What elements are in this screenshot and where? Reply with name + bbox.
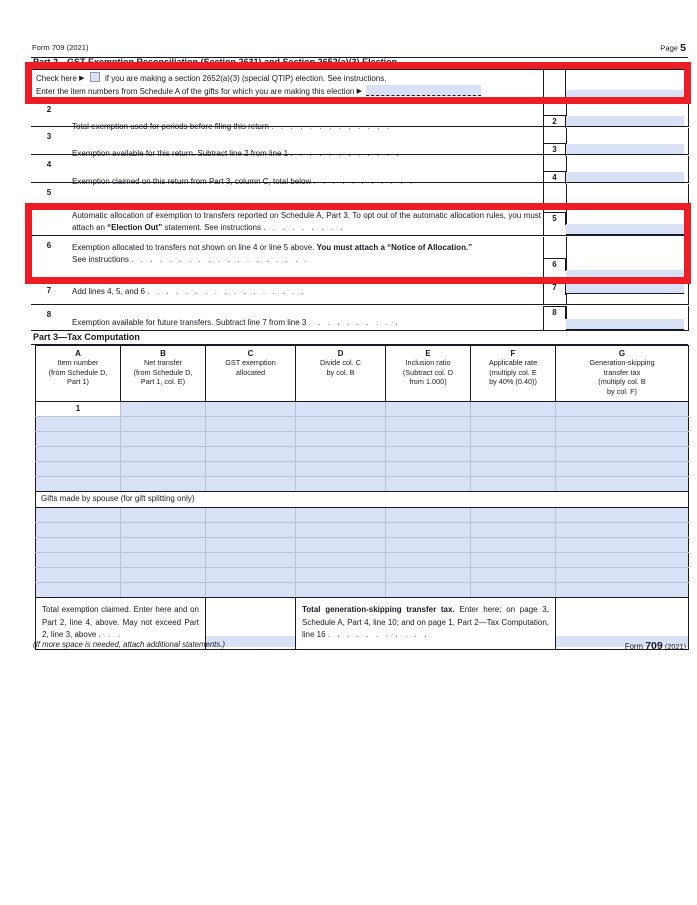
cell-a[interactable]: [36, 447, 121, 462]
cell-b[interactable]: [121, 553, 206, 568]
form-label: Form 709 (2021): [32, 43, 89, 52]
line-4-vline-edge: [688, 156, 689, 183]
cell-b[interactable]: [121, 568, 206, 583]
election-checkbox-line: [36, 72, 386, 83]
cell-a[interactable]: [36, 477, 121, 492]
cell-f[interactable]: [471, 583, 556, 598]
election-item-numbers-line: [36, 85, 481, 96]
line-6-number: 6: [46, 241, 52, 250]
cell-a[interactable]: [36, 508, 121, 523]
column-header-d: D Divide col. C by col. B: [296, 346, 386, 402]
cell-d[interactable]: [296, 402, 386, 417]
cell-g[interactable]: [556, 583, 689, 598]
table-row[interactable]: [36, 538, 689, 553]
column-header-a: A Item number (from Schedule D, Part 1): [36, 346, 121, 402]
cell-c[interactable]: [206, 477, 296, 492]
table-row[interactable]: [36, 583, 689, 598]
cell-f[interactable]: [471, 508, 556, 523]
line-4-amount-input[interactable]: [566, 172, 684, 183]
cell-d[interactable]: [296, 523, 386, 538]
cell-g[interactable]: [556, 523, 689, 538]
line-2-text: Total exemption used for periods before filing this return . . . . . . . . . . . . .: [72, 122, 392, 131]
total-gst-transfer-tax-label: Total generation-skipping transfer tax. Enter here; on page 3, Schedule A, Part 4, line 10; and on page 1, Part 2—Tax Computation, line 16 . . . . . . . . . . .: [296, 598, 556, 650]
cell-e[interactable]: [386, 417, 471, 432]
line-7-amount-input[interactable]: [566, 283, 684, 294]
cell-d[interactable]: [296, 583, 386, 598]
line-7-numbox: 7: [543, 282, 566, 295]
line-4-text: Exemption claimed on this return from Part 3, column C, total below . . . . . . . . . . .: [72, 177, 415, 186]
table-row[interactable]: [36, 402, 689, 417]
part-3-tax-computation-table: [35, 345, 689, 650]
cell-b[interactable]: [121, 583, 206, 598]
cell-e[interactable]: [386, 447, 471, 462]
cell-f[interactable]: [471, 538, 556, 553]
cell-e[interactable]: [386, 583, 471, 598]
arrow-right-icon: ▶: [79, 75, 85, 82]
cell-c[interactable]: [206, 402, 296, 417]
cell-g[interactable]: [556, 462, 689, 477]
cell-g[interactable]: [556, 538, 689, 553]
table-row[interactable]: [36, 462, 689, 477]
line-3-text: Exemption available for this return. Subtract line 2 from line 1 . . . . . . . . . . . .: [72, 149, 402, 158]
cell-g[interactable]: [556, 432, 689, 447]
column-header-g: G Generation-skipping transfer tax (multiply col. B by col. F): [556, 346, 689, 402]
cell-e[interactable]: [386, 508, 471, 523]
table-header-row: [36, 346, 689, 402]
spouse-label: Gifts made by spouse (for gift splitting only): [36, 492, 689, 508]
line-6-amount-input[interactable]: [566, 270, 684, 281]
cell-f[interactable]: [471, 523, 556, 538]
line-8-vline-edge: [688, 306, 689, 331]
cell-f[interactable]: [471, 462, 556, 477]
table-row[interactable]: [36, 417, 689, 432]
cell-e[interactable]: [386, 432, 471, 447]
cell-b[interactable]: [121, 447, 206, 462]
arrow-right-icon-2: ▶: [356, 88, 363, 95]
qtip-election-checkbox[interactable]: [90, 72, 100, 82]
cell-a[interactable]: [36, 462, 121, 477]
cell-d[interactable]: [296, 477, 386, 492]
line-5-amount-input[interactable]: [566, 224, 684, 235]
line-3-vline-edge: [688, 128, 689, 155]
cell-f[interactable]: [471, 402, 556, 417]
line-7-vline-edge: [688, 282, 689, 305]
cell-d[interactable]: [296, 447, 386, 462]
cell-a[interactable]: [36, 432, 121, 447]
table-row[interactable]: [36, 477, 689, 492]
cell-a[interactable]: [36, 553, 121, 568]
cell-d[interactable]: [296, 462, 386, 477]
line-5-text: Automatic allocation of exemption to transfers reported on Schedule A, Part 3. To opt out of the automatic allocation rules, you must attach an “Election Out” statement. See instructions . . . . . . . . .: [72, 211, 541, 232]
page-indicator: [660, 42, 686, 54]
line-2-vline-edge: [688, 101, 689, 127]
cell-d[interactable]: [296, 508, 386, 523]
cell-f[interactable]: [471, 432, 556, 447]
cell-c[interactable]: [206, 432, 296, 447]
cell-c[interactable]: [206, 553, 296, 568]
cell-d[interactable]: [296, 538, 386, 553]
cell-e[interactable]: [386, 402, 471, 417]
cell-c[interactable]: [206, 462, 296, 477]
line-6-numbox: 6: [543, 258, 566, 271]
cell-e[interactable]: [386, 477, 471, 492]
column-header-f: F Applicable rate (multiply col. E by 40% (0.40)): [471, 346, 556, 402]
cell-c[interactable]: [206, 447, 296, 462]
page-number: 5: [680, 42, 686, 54]
cell-c[interactable]: [206, 523, 296, 538]
cell-c[interactable]: [206, 583, 296, 598]
cell-f[interactable]: [471, 417, 556, 432]
footer-form-number: 709: [645, 640, 663, 652]
cell-b[interactable]: [121, 402, 206, 417]
table-row[interactable]: [36, 447, 689, 462]
check-here-label: Check here: [36, 74, 77, 83]
cell-g[interactable]: [556, 417, 689, 432]
cell-e[interactable]: [386, 568, 471, 583]
cell-a[interactable]: 1: [36, 402, 121, 417]
line-8-text: Exemption available for future transfers. Subtract line 7 from line 3 . . . . . . . . . .: [72, 318, 401, 327]
table-row[interactable]: [36, 508, 689, 523]
line-7-text: Add lines 4, 5, and 6 . . . . . . . . . . . . . . . . .: [72, 287, 307, 296]
footer-form-word: Form: [624, 642, 644, 651]
cell-g[interactable]: [556, 402, 689, 417]
column-header-b: B Net transfer (from Schedule D, Part 1, col. E): [121, 346, 206, 402]
cell-e[interactable]: [386, 538, 471, 553]
election-numbox: [543, 70, 566, 101]
cell-g[interactable]: [556, 568, 689, 583]
cell-d[interactable]: [296, 417, 386, 432]
cell-f[interactable]: [471, 553, 556, 568]
line-5-number: 5: [46, 188, 52, 197]
election-item-numbers-input[interactable]: [366, 85, 481, 96]
cell-d[interactable]: [296, 553, 386, 568]
column-header-c: C GST exemption allocated: [206, 346, 296, 402]
cell-f[interactable]: [471, 568, 556, 583]
part-2-title: Part 2—GST Exemption Reconciliation (Section 2631) and Section 2652(a)(3) Election: [31, 57, 688, 70]
line-5-numbox: 5: [543, 212, 566, 225]
cell-a[interactable]: [36, 417, 121, 432]
line-4-number: 4: [46, 160, 52, 169]
cell-e[interactable]: [386, 553, 471, 568]
cell-d[interactable]: [296, 432, 386, 447]
line-6-vline-edge: [688, 237, 689, 281]
line-2-amount-input[interactable]: [566, 116, 684, 127]
spouse-label-row: [36, 492, 689, 508]
line-8-amount-input[interactable]: [566, 319, 684, 330]
line-3-number: 3: [46, 132, 52, 141]
line-3-amount-input[interactable]: [566, 144, 684, 155]
election-description: if you are making a section 2652(a)(3) (special QTIP) election. See instructions.: [105, 74, 387, 83]
cell-g[interactable]: [556, 553, 689, 568]
election-amount-fill[interactable]: [566, 90, 684, 101]
cell-a[interactable]: [36, 523, 121, 538]
cell-a[interactable]: [36, 568, 121, 583]
cell-a[interactable]: [36, 538, 121, 553]
page-word: Page: [660, 43, 679, 53]
page-header: [31, 41, 688, 58]
cell-a[interactable]: [36, 583, 121, 598]
cell-b[interactable]: [121, 508, 206, 523]
line-7-number: 7: [46, 286, 52, 295]
line-6-text: Exemption allocated to transfers not shown on line 4 or line 5 above. You must attach a “Notice of Allocation.” See instructions . . . . . . . . . . . . . . . . . . .: [72, 243, 473, 264]
attach-statements-note: (If more space is needed, attach additional statements.): [33, 640, 225, 649]
cell-g[interactable]: [556, 477, 689, 492]
cell-e[interactable]: [386, 462, 471, 477]
line-3-numbox: 3: [543, 143, 566, 156]
table-row[interactable]: [36, 432, 689, 447]
line-2-numbox: 2: [543, 115, 566, 128]
line-5-vline-left: [543, 184, 544, 236]
enter-item-numbers-label: Enter the item numbers from Schedule A of the gifts for which you are making this election: [36, 87, 355, 96]
total-exemption-claimed-label: Total exemption claimed. Enter here and on Part 2, line 4, above. May not exceed Part 2, line 3, above . . .: [36, 598, 206, 650]
table-row[interactable]: [36, 553, 689, 568]
table-row[interactable]: [36, 568, 689, 583]
cell-b[interactable]: [121, 432, 206, 447]
cell-c[interactable]: [206, 417, 296, 432]
cell-c[interactable]: [206, 538, 296, 553]
footer-form-year: (2021): [664, 642, 686, 651]
cell-d[interactable]: [296, 568, 386, 583]
line-8-number: 8: [46, 310, 52, 319]
line-2-number: 2: [46, 105, 52, 114]
cell-b[interactable]: [121, 538, 206, 553]
line-4-numbox: 4: [543, 171, 566, 184]
footer-form-id: [625, 640, 686, 652]
cell-b[interactable]: [121, 477, 206, 492]
line-8-numbox: 8: [543, 306, 566, 319]
cell-b[interactable]: [121, 462, 206, 477]
cell-c[interactable]: [206, 568, 296, 583]
cell-g[interactable]: [556, 508, 689, 523]
cell-f[interactable]: [471, 447, 556, 462]
part-3-title: Part 3—Tax Computation: [31, 332, 688, 345]
cell-g[interactable]: [556, 447, 689, 462]
cell-b[interactable]: [121, 417, 206, 432]
cell-e[interactable]: [386, 523, 471, 538]
cell-f[interactable]: [471, 477, 556, 492]
cell-c[interactable]: [206, 508, 296, 523]
column-header-e: E Inclusion ratio (Subtract col. D from 1.000): [386, 346, 471, 402]
table-row[interactable]: [36, 523, 689, 538]
cell-b[interactable]: [121, 523, 206, 538]
line-5-vline-edge: [688, 184, 689, 236]
